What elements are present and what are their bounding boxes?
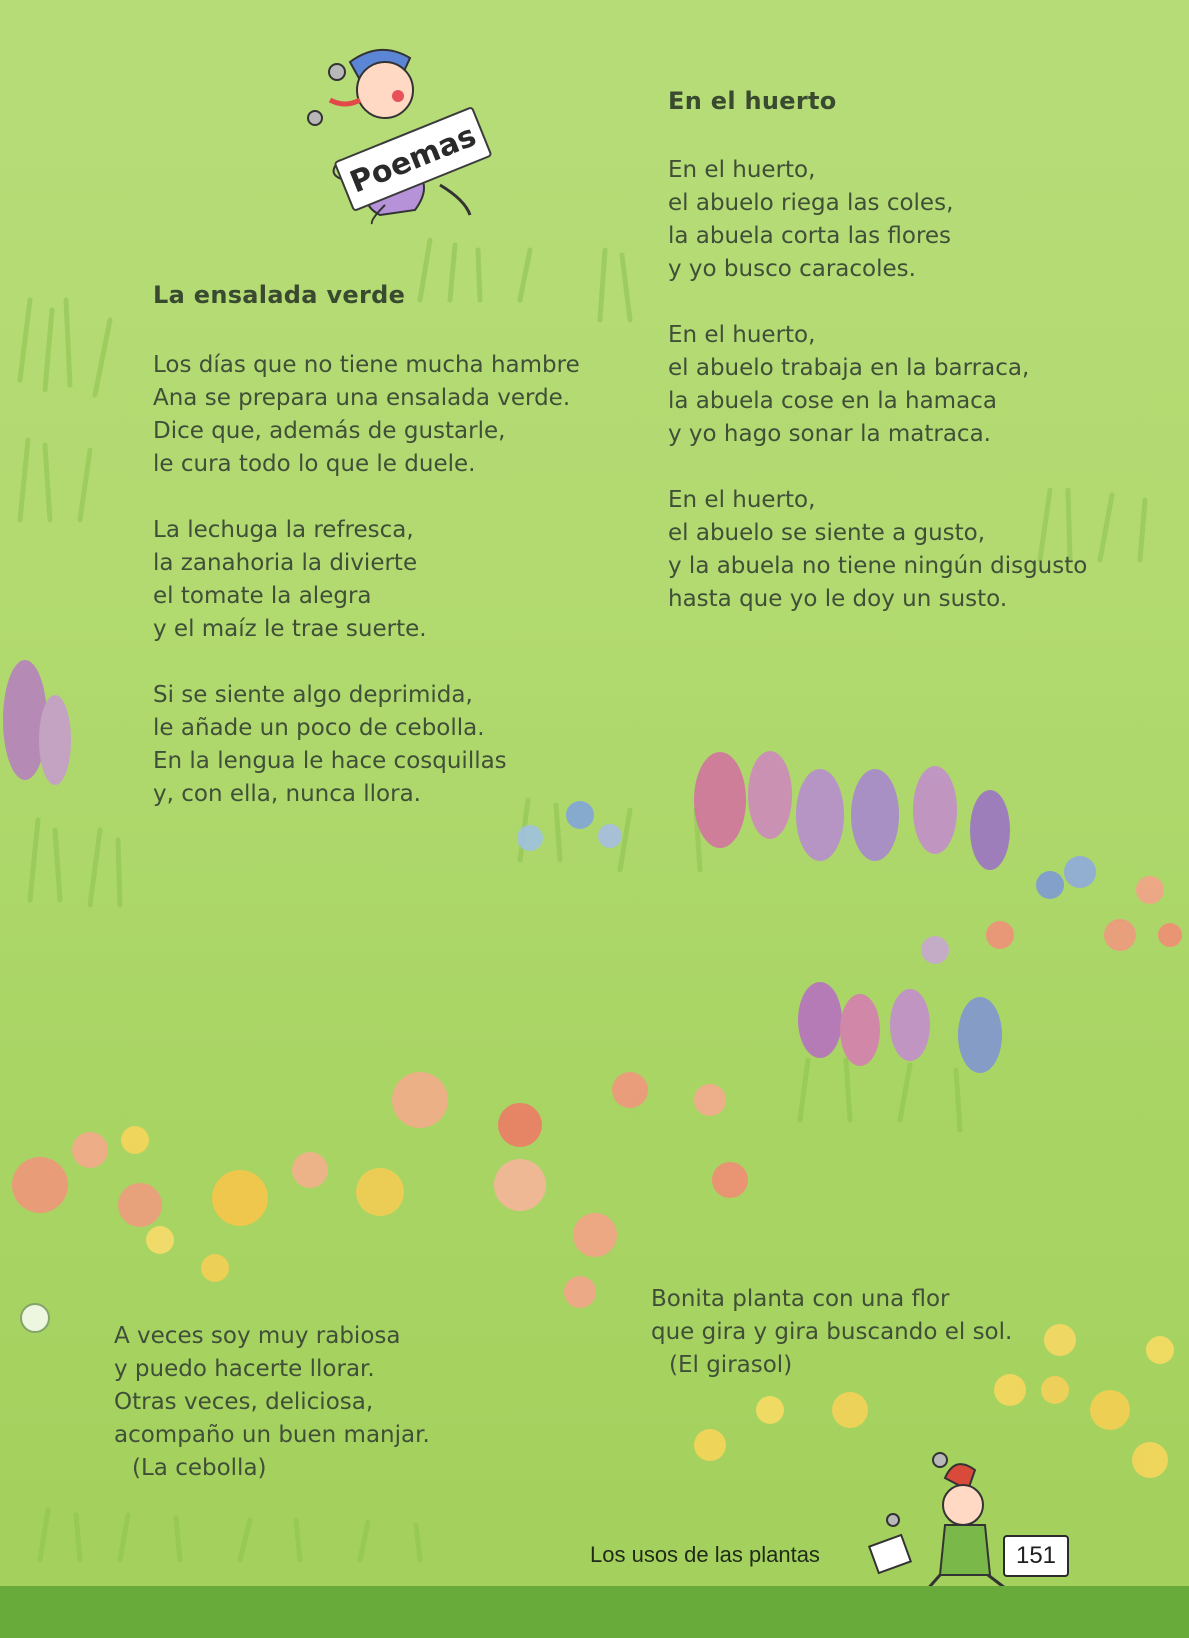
riddle-line: Otras veces, deliciosa, xyxy=(114,1389,374,1415)
riddle-cebolla xyxy=(114,1320,430,1485)
poem-en-el-huerto xyxy=(668,154,1087,616)
poem-line: Ana se prepara una ensalada verde. xyxy=(153,385,571,411)
poem-stanza xyxy=(153,679,580,811)
page-number xyxy=(1003,1535,1069,1577)
dandelion-icon xyxy=(21,1304,49,1332)
poem-line: Dice que, además de gustarle, xyxy=(153,418,506,444)
poem-line: el abuelo riega las coles, xyxy=(668,190,954,216)
poem-line: En el huerto, xyxy=(668,157,816,183)
poem-ensalada-verde xyxy=(153,349,580,811)
riddle-line: y puedo hacerte llorar. xyxy=(114,1356,375,1382)
poem-line: la abuela corta las flores xyxy=(668,223,952,249)
poem-title-ensalada: La ensalada verde xyxy=(153,281,406,309)
poem-line: En la lengua le hace cosquillas xyxy=(153,748,507,774)
riddle-line: Bonita planta con una flor xyxy=(651,1286,950,1312)
poem-line: el tomate la alegra xyxy=(153,583,372,609)
poem-stanza xyxy=(668,484,1087,616)
footer-strip xyxy=(0,1586,1189,1638)
poem-line: En el huerto, xyxy=(668,322,816,348)
poem-line: y yo busco caracoles. xyxy=(668,256,916,282)
poem-line: Los días que no tiene mucha hambre xyxy=(153,352,580,378)
poem-stanza xyxy=(153,514,580,646)
poemas-sign-label: Poemas xyxy=(345,117,481,201)
poem-stanza xyxy=(668,154,1087,286)
elf-mascot-bottom xyxy=(869,1453,1005,1592)
riddle-line: A veces soy muy rabiosa xyxy=(114,1323,401,1349)
poem-line: En el huerto, xyxy=(668,487,816,513)
poem-line: y el maíz le trae suerte. xyxy=(153,616,427,642)
poem-line: el abuelo trabaja en la barraca, xyxy=(668,355,1030,381)
poem-line: la abuela cose en la hamaca xyxy=(668,388,997,414)
poem-line: hasta que yo le doy un susto. xyxy=(668,586,1008,612)
poem-stanza xyxy=(153,349,580,481)
footer-section-title: Los usos de las plantas xyxy=(590,1542,820,1567)
poem-line: y, con ella, nunca llora. xyxy=(153,781,421,807)
poem-title-huerto: En el huerto xyxy=(668,87,837,115)
riddle-girasol xyxy=(651,1283,1012,1382)
page-number-label: 151 xyxy=(1015,1542,1057,1569)
poem-line: y la abuela no tiene ningún disgusto xyxy=(668,553,1088,579)
riddle-answer: (El girasol) xyxy=(669,1352,793,1378)
poem-stanza xyxy=(668,319,1087,451)
poem-line: le cura todo lo que le duele. xyxy=(153,451,476,477)
poem-line: y yo hago sonar la matraca. xyxy=(668,421,991,447)
riddle-line: que gira y gira buscando el sol. xyxy=(651,1319,1013,1345)
riddle-answer: (La cebolla) xyxy=(132,1455,267,1481)
poem-line: le añade un poco de cebolla. xyxy=(153,715,485,741)
poem-line: la zanahoria la divierte xyxy=(153,550,418,576)
poem-line: La lechuga la refresca, xyxy=(153,517,414,543)
poem-line: el abuelo se siente a gusto, xyxy=(668,520,986,546)
poem-line: Si se siente algo deprimida, xyxy=(153,682,473,708)
orange-flowers xyxy=(12,876,1182,1308)
riddle-line: acompaño un buen manjar. xyxy=(114,1422,430,1448)
